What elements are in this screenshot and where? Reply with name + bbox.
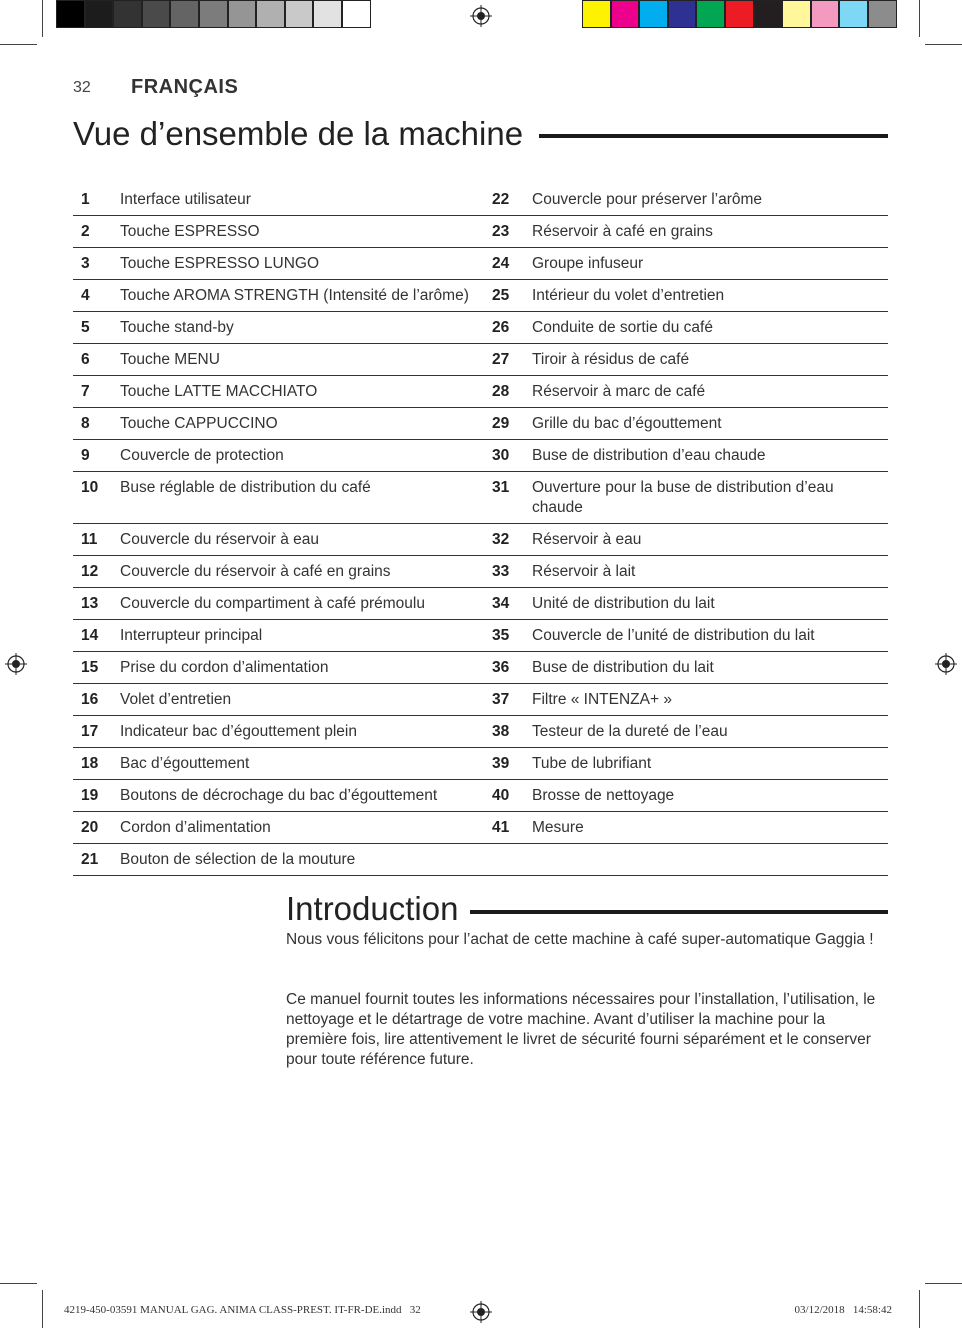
item-number: 28 xyxy=(492,383,510,400)
color-swatch xyxy=(696,0,725,28)
crop-mark xyxy=(919,0,920,37)
table-row xyxy=(73,344,888,376)
item-number: 32 xyxy=(492,531,510,548)
item-number: 25 xyxy=(492,287,510,304)
table-row xyxy=(73,280,888,312)
machine-overview-table xyxy=(73,184,888,876)
item-label: Couvercle pour préserver l’arôme xyxy=(532,191,763,208)
item-number: 36 xyxy=(492,659,510,676)
item-number: 40 xyxy=(492,787,510,804)
item-number: 35 xyxy=(492,627,510,644)
crop-mark xyxy=(919,1290,920,1328)
item-label: Couvercle du réservoir à café en grains xyxy=(120,563,391,580)
item-number: 26 xyxy=(492,319,510,336)
item-label: Tiroir à résidus de café xyxy=(532,351,690,368)
crop-mark xyxy=(0,1283,37,1284)
item-number: 29 xyxy=(492,415,510,432)
item-label: Conduite de sortie du café xyxy=(532,319,713,336)
intro-paragraph-1: Nous vous félicitons pour l’achat de cette machine à café super-automatique Gaggia ! xyxy=(286,931,874,948)
item-number: 19 xyxy=(81,787,99,804)
item-number: 27 xyxy=(492,351,510,368)
item-label: Brosse de nettoyage xyxy=(532,787,675,804)
item-number: 17 xyxy=(81,723,99,740)
item-label: Mesure xyxy=(532,819,584,836)
item-label: Interrupteur principal xyxy=(120,627,263,644)
table-row xyxy=(73,556,888,588)
table-row xyxy=(73,524,888,556)
item-label: Touche AROMA STRENGTH (Intensité de l’arôme) xyxy=(120,287,469,304)
color-swatch xyxy=(199,0,228,28)
color-swatch xyxy=(754,0,783,28)
table-row xyxy=(73,844,888,876)
item-label: Indicateur bac d’égouttement plein xyxy=(120,723,357,740)
table-row xyxy=(73,376,888,408)
registration-mark-icon xyxy=(470,1301,492,1323)
item-number: 7 xyxy=(81,383,90,400)
item-number: 41 xyxy=(492,819,510,836)
table-row xyxy=(73,312,888,344)
item-label: Intérieur du volet d’entretien xyxy=(532,287,725,304)
item-number: 14 xyxy=(81,627,99,644)
item-number: 1 xyxy=(81,191,90,208)
table-row xyxy=(73,812,888,844)
item-label: Boutons de décrochage du bac d’égouttement xyxy=(120,787,438,804)
color-swatch xyxy=(342,0,371,28)
registration-mark-icon xyxy=(935,653,957,675)
color-swatch xyxy=(142,0,171,28)
color-swatch xyxy=(313,0,342,28)
item-number: 12 xyxy=(81,563,99,580)
item-label: Touche LATTE MACCHIATO xyxy=(120,383,318,400)
table-row xyxy=(73,216,888,248)
item-number xyxy=(492,844,532,876)
color-swatch xyxy=(285,0,314,28)
item-number: 10 xyxy=(81,479,99,496)
item-number: 3 xyxy=(81,255,90,272)
item-label: Touche CAPPUCCINO xyxy=(120,415,278,432)
item-label: Grille du bac d’égouttement xyxy=(532,415,722,432)
item-number: 9 xyxy=(81,447,90,464)
table-row xyxy=(73,440,888,472)
crop-mark xyxy=(925,1283,962,1284)
item-label: Unité de distribution du lait xyxy=(532,595,715,612)
item-label: Buse de distribution du lait xyxy=(532,659,714,676)
footer-datetime: 03/12/2018 14:58:42 xyxy=(794,1304,892,1316)
item-number: 24 xyxy=(492,255,510,272)
item-number: 33 xyxy=(492,563,510,580)
color-swatch xyxy=(668,0,697,28)
item-label: Prise du cordon d’alimentation xyxy=(120,659,329,676)
item-number: 20 xyxy=(81,819,99,836)
crop-mark xyxy=(0,44,37,45)
item-label: Tube de lubrifiant xyxy=(532,755,652,772)
item-label: Volet d’entretien xyxy=(120,691,232,708)
item-label: Touche MENU xyxy=(120,351,220,368)
item-label: Réservoir à lait xyxy=(532,563,636,580)
item-label: Couvercle du compartiment à café prémoulu xyxy=(120,595,425,612)
table-row xyxy=(73,588,888,620)
item-label: Bac d’égouttement xyxy=(120,755,250,772)
item-number: 2 xyxy=(81,223,90,240)
item-number: 34 xyxy=(492,595,510,612)
color-swatch xyxy=(611,0,640,28)
item-label xyxy=(532,844,888,876)
color-swatch xyxy=(582,0,611,28)
item-number: 37 xyxy=(492,691,510,708)
language-heading: FRANÇAIS xyxy=(131,76,239,98)
item-label: Buse de distribution d’eau chaude xyxy=(532,447,766,464)
item-number: 22 xyxy=(492,191,510,208)
intro-title: Introduction xyxy=(286,890,459,927)
table-row xyxy=(73,408,888,440)
item-label: Filtre « INTENZA+ » xyxy=(532,691,672,708)
color-swatch xyxy=(639,0,668,28)
table-row xyxy=(73,716,888,748)
item-label: Ouverture pour la buse de distribution d’eau chaude xyxy=(532,479,834,516)
footer-filename: 4219-450-03591 MANUAL GAG. ANIMA CLASS-PREST. IT-FR-DE.indd 32 xyxy=(64,1304,421,1316)
title-rule xyxy=(539,134,888,138)
color-swatch xyxy=(256,0,285,28)
item-label: Réservoir à café en grains xyxy=(532,223,713,240)
color-swatch xyxy=(839,0,868,28)
color-swatch xyxy=(811,0,840,28)
item-number: 16 xyxy=(81,691,99,708)
gray-swatch-bar xyxy=(56,0,371,30)
intro-rule xyxy=(470,910,888,914)
item-number: 13 xyxy=(81,595,99,612)
registration-mark-icon xyxy=(470,5,492,27)
item-number: 23 xyxy=(492,223,510,240)
page-number: 32 xyxy=(73,79,91,96)
item-number: 8 xyxy=(81,415,90,432)
item-number: 6 xyxy=(81,351,90,368)
item-label: Groupe infuseur xyxy=(532,255,644,272)
item-label: Testeur de la dureté de l’eau xyxy=(532,723,728,740)
item-label: Cordon d’alimentation xyxy=(120,819,271,836)
item-number: 21 xyxy=(81,851,99,868)
item-label: Buse réglable de distribution du café xyxy=(120,479,371,496)
crop-mark xyxy=(925,44,962,45)
item-label: Bouton de sélection de la mouture xyxy=(120,851,356,868)
section-title-row xyxy=(73,113,888,155)
item-label: Interface utilisateur xyxy=(120,191,251,208)
color-swatch xyxy=(725,0,754,28)
color-swatch xyxy=(782,0,811,28)
table-row xyxy=(73,748,888,780)
item-number: 11 xyxy=(81,531,98,548)
item-label: Réservoir à eau xyxy=(532,531,642,548)
item-number: 39 xyxy=(492,755,510,772)
item-label: Couvercle de l’unité de distribution du lait xyxy=(532,627,815,644)
item-label: Réservoir à marc de café xyxy=(532,383,706,400)
item-number: 30 xyxy=(492,447,510,464)
table-row xyxy=(73,620,888,652)
color-swatch xyxy=(228,0,257,28)
color-swatch xyxy=(868,0,897,28)
color-swatch xyxy=(170,0,199,28)
table-row xyxy=(73,248,888,280)
color-swatch xyxy=(113,0,142,28)
item-label: Touche ESPRESSO xyxy=(120,223,260,240)
item-label: Couvercle du réservoir à eau xyxy=(120,531,320,548)
item-number: 4 xyxy=(81,287,90,304)
color-swatch-bar xyxy=(582,0,897,30)
item-number: 5 xyxy=(81,319,90,336)
crop-mark xyxy=(42,0,43,37)
item-number: 15 xyxy=(81,659,99,676)
item-label: Touche stand-by xyxy=(120,319,234,336)
intro-title-row xyxy=(286,889,888,929)
intro-paragraph-2: Ce manuel fournit toutes les informations nécessaires pour l’installation, l’utilisation, le nettoyage et le détartrage de votre machine. Avant d’utiliser la machine pour la première fois, lire attentivement le livret de sécurité fourni séparément et le conserver pour toute référence future. xyxy=(286,991,876,1068)
page-title: Vue d’ensemble de la machine xyxy=(73,115,524,152)
item-number: 18 xyxy=(81,755,99,772)
color-swatch xyxy=(56,0,85,28)
item-number: 31 xyxy=(492,479,510,496)
table-row xyxy=(73,472,888,524)
table-row xyxy=(73,780,888,812)
table-row xyxy=(73,184,888,216)
item-number: 38 xyxy=(492,723,510,740)
table-row xyxy=(73,652,888,684)
crop-mark xyxy=(42,1290,43,1328)
item-label: Touche ESPRESSO LUNGO xyxy=(120,255,319,272)
registration-mark-icon xyxy=(5,653,27,675)
item-label: Couvercle de protection xyxy=(120,447,284,464)
color-swatch xyxy=(85,0,114,28)
table-row xyxy=(73,684,888,716)
